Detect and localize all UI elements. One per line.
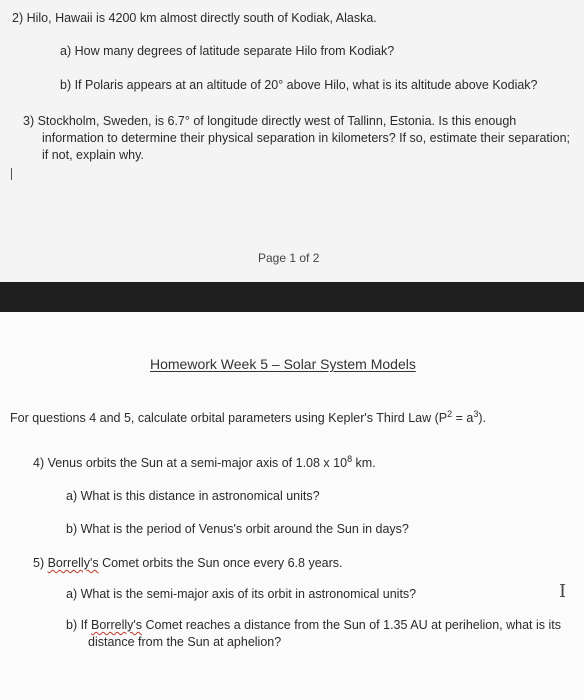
question-3-line-3: if not, explain why. <box>42 148 144 162</box>
text-cursor-icon: I <box>559 581 567 602</box>
text-caret <box>11 168 12 180</box>
question-5b-line-1 <box>66 617 561 633</box>
page-2-title: Homework Week 5 – Solar System Models <box>150 356 416 372</box>
q5-stem-rest: Comet orbits the Sun once every 6.8 years. <box>98 556 343 570</box>
intro-equals: = a <box>452 411 474 425</box>
question-3-line-1: 3) Stockholm, Sweden, is 6.7° of longitude directly west of Tallinn, Estonia. Is this enough <box>23 114 517 128</box>
question-4a: a) What is this distance in astronomical units? <box>66 489 320 503</box>
question-2-stem: 2) Hilo, Hawaii is 4200 km almost directly south of Kodiak, Alaska. <box>12 11 377 25</box>
intro-text: For questions 4 and 5, calculate orbital parameters using Kepler's Third Law (P <box>10 411 448 425</box>
q5b-comet-name: Borrelly's <box>91 618 143 632</box>
question-3-line-2: information to determine their physical separation in kilometers? If so, estimate their separation; <box>42 131 571 145</box>
q4-stem-post: km. <box>352 456 376 470</box>
intro-a-exponent: 3 <box>473 408 479 419</box>
question-5-stem <box>33 555 342 571</box>
page-1-footer: Page 1 of 2 <box>258 251 320 265</box>
q4-exponent: 8 <box>347 453 353 464</box>
intro-p-exponent: 2 <box>447 408 453 419</box>
question-5b-line-2: distance from the Sun at aphelion? <box>88 635 282 649</box>
question-2a: a) How many degrees of latitude separate Hilo from Kodiak? <box>60 44 395 58</box>
q5b-rest: Comet reaches a distance from the Sun of 1.35 AU at perihelion, what is its <box>142 618 562 632</box>
q5b-pre: b) If <box>66 618 92 632</box>
q5-number: 5) <box>33 556 48 570</box>
q4-stem-pre: 4) Venus orbits the Sun at a semi-major axis of 1.08 x 10 <box>33 456 348 470</box>
question-2b: b) If Polaris appears at an altitude of 20° above Hilo, what is its altitude above Kodiak? <box>60 78 538 92</box>
intro-end: ). <box>478 411 486 425</box>
q5-comet-name: Borrelly's <box>47 556 99 570</box>
page-separator <box>0 282 584 312</box>
keplers-law-intro <box>10 410 486 426</box>
question-4b: b) What is the period of Venus's orbit around the Sun in days? <box>66 522 409 536</box>
question-4-stem <box>33 455 376 471</box>
question-5a: a) What is the semi-major axis of its orbit in astronomical units? <box>66 587 417 601</box>
